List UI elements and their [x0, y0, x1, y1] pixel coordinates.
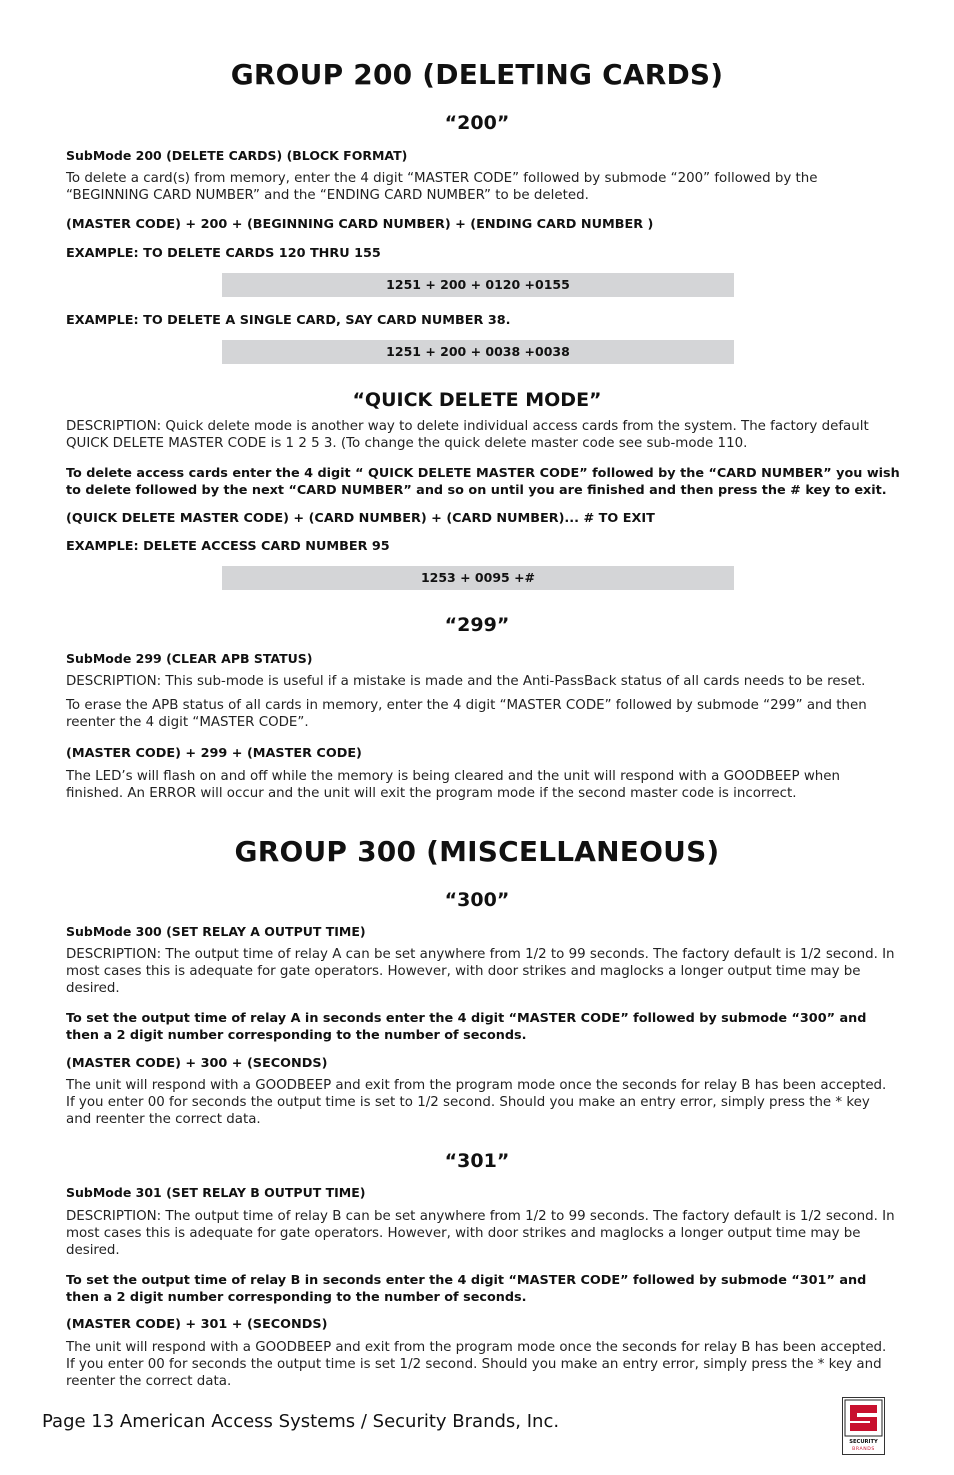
- quick-delete-formula: (QUICK DELETE MASTER CODE) + (CARD NUMBER) + (CARD NUMBER)... # TO EXIT: [66, 511, 655, 526]
- svg-text:SECURITY: SECURITY: [849, 1439, 878, 1445]
- group-200-title: GROUP 200 (DELETING CARDS): [230, 58, 724, 91]
- code-box-1: 1251 + 200 + 0120 +0155: [222, 273, 734, 297]
- submode-301-heading: “301”: [444, 1150, 510, 1172]
- submode-299-description: DESCRIPTION: This sub-mode is useful if a mistake is made and the Anti-PassBack status of all cards needs to be reset.: [66, 674, 866, 689]
- submode-299-note: The LED’s will flash on and off while the memory is being cleared and the unit will respond with a GOODBEEP when finished. An ERROR will occur and the unit will exit the program mode if the second master code is incorrect.: [66, 769, 840, 801]
- code-box-3: 1253 + 0095 +#: [222, 566, 734, 590]
- submode-299-heading: “299”: [444, 614, 510, 636]
- quick-delete-example: EXAMPLE: DELETE ACCESS CARD NUMBER 95: [66, 539, 390, 554]
- submode-200-example-1: EXAMPLE: TO DELETE CARDS 120 THRU 155: [66, 246, 381, 261]
- submode-300-label: SubMode 300 (SET RELAY A OUTPUT TIME): [66, 924, 366, 939]
- code-box-2: 1251 + 200 + 0038 +0038: [222, 340, 734, 364]
- submode-200-formula: (MASTER CODE) + 200 + (BEGINNING CARD NUMBER) + (ENDING CARD NUMBER ): [66, 217, 654, 232]
- submode-301-description: DESCRIPTION: The output time of relay B can be set anywhere from 1/2 to 99 seconds. The factory default is 1/2 second. In most cases this is adequate for gate operators. However, with door strikes and maglocks a longer output time may be desired.: [66, 1209, 895, 1258]
- submode-200-heading: “200”: [444, 112, 510, 134]
- security-brands-logo: [842, 1397, 885, 1455]
- submode-300-formula: (MASTER CODE) + 300 + (SECONDS): [66, 1056, 328, 1071]
- submode-299-label: SubMode 299 (CLEAR APB STATUS): [66, 651, 313, 666]
- submode-299-formula: (MASTER CODE) + 299 + (MASTER CODE): [66, 746, 362, 761]
- svg-text:BRANDS: BRANDS: [852, 1447, 875, 1452]
- submode-300-note: The unit will respond with a GOODBEEP and exit from the program mode once the seconds for relay B has been accepted. If you enter 00 for seconds the output time is set to 1/2 second. Should you make an entry error, simply press the * key and reenter the correct data.: [66, 1078, 887, 1127]
- quick-delete-description: DESCRIPTION: Quick delete mode is another way to delete individual access cards from the system. The factory default QUICK DELETE MASTER CODE is 1 2 5 3. (To change the quick delete master code see sub-mode 110.: [66, 419, 869, 451]
- submode-301-label: SubMode 301 (SET RELAY B OUTPUT TIME): [66, 1185, 366, 1200]
- submode-301-instruction: To set the output time of relay B in seconds enter the 4 digit “MASTER CODE” followed by submode “301” and then a 2 digit number corresponding to the number of seconds.: [66, 1273, 867, 1305]
- submode-300-instruction: To set the output time of relay A in seconds enter the 4 digit “MASTER CODE” followed by submode “300” and then a 2 digit number corresponding to the number of seconds.: [66, 1011, 867, 1043]
- submode-300-heading: “300”: [444, 889, 510, 911]
- group-300-title: GROUP 300 (MISCELLANEOUS): [234, 835, 720, 868]
- submode-301-formula: (MASTER CODE) + 301 + (SECONDS): [66, 1317, 328, 1332]
- submode-200-text: To delete a card(s) from memory, enter the 4 digit “MASTER CODE” followed by submode “200” followed by the “BEGINNING CARD NUMBER” and the “ENDING CARD NUMBER” to be deleted.: [66, 171, 818, 203]
- quick-delete-instruction: To delete access cards enter the 4 digit “ QUICK DELETE MASTER CODE” followed by the “CARD NUMBER” you wish to delete followed by the next “CARD NUMBER” and so on until you are finished and then press the # key to exit.: [66, 466, 900, 498]
- submode-301-note: The unit will respond with a GOODBEEP and exit from the program mode once the seconds for relay B has been accepted. If you enter 00 for seconds the output time is set 1/2 second. Should you make an entry error, simply press the * key and reenter the correct data.: [66, 1340, 887, 1389]
- submode-200-label: SubMode 200 (DELETE CARDS) (BLOCK FORMAT): [66, 148, 408, 163]
- security-brands-logo-icon: [842, 1397, 885, 1455]
- submode-300-description: DESCRIPTION: The output time of relay A can be set anywhere from 1/2 to 99 seconds. The factory default is 1/2 second. In most cases this is adequate for gate operators. However, with door strikes and maglocks a longer output time may be desired.: [66, 947, 895, 996]
- submode-200-example-2: EXAMPLE: TO DELETE A SINGLE CARD, SAY CARD NUMBER 38.: [66, 313, 511, 328]
- submode-299-text: To erase the APB status of all cards in memory, enter the 4 digit “MASTER CODE” followed by submode “299” and then reenter the 4 digit “MASTER CODE”.: [66, 698, 867, 730]
- quick-delete-heading: “QUICK DELETE MODE”: [352, 389, 602, 411]
- page-footer: Page 13 American Access Systems / Security Brands, Inc.: [42, 1411, 560, 1432]
